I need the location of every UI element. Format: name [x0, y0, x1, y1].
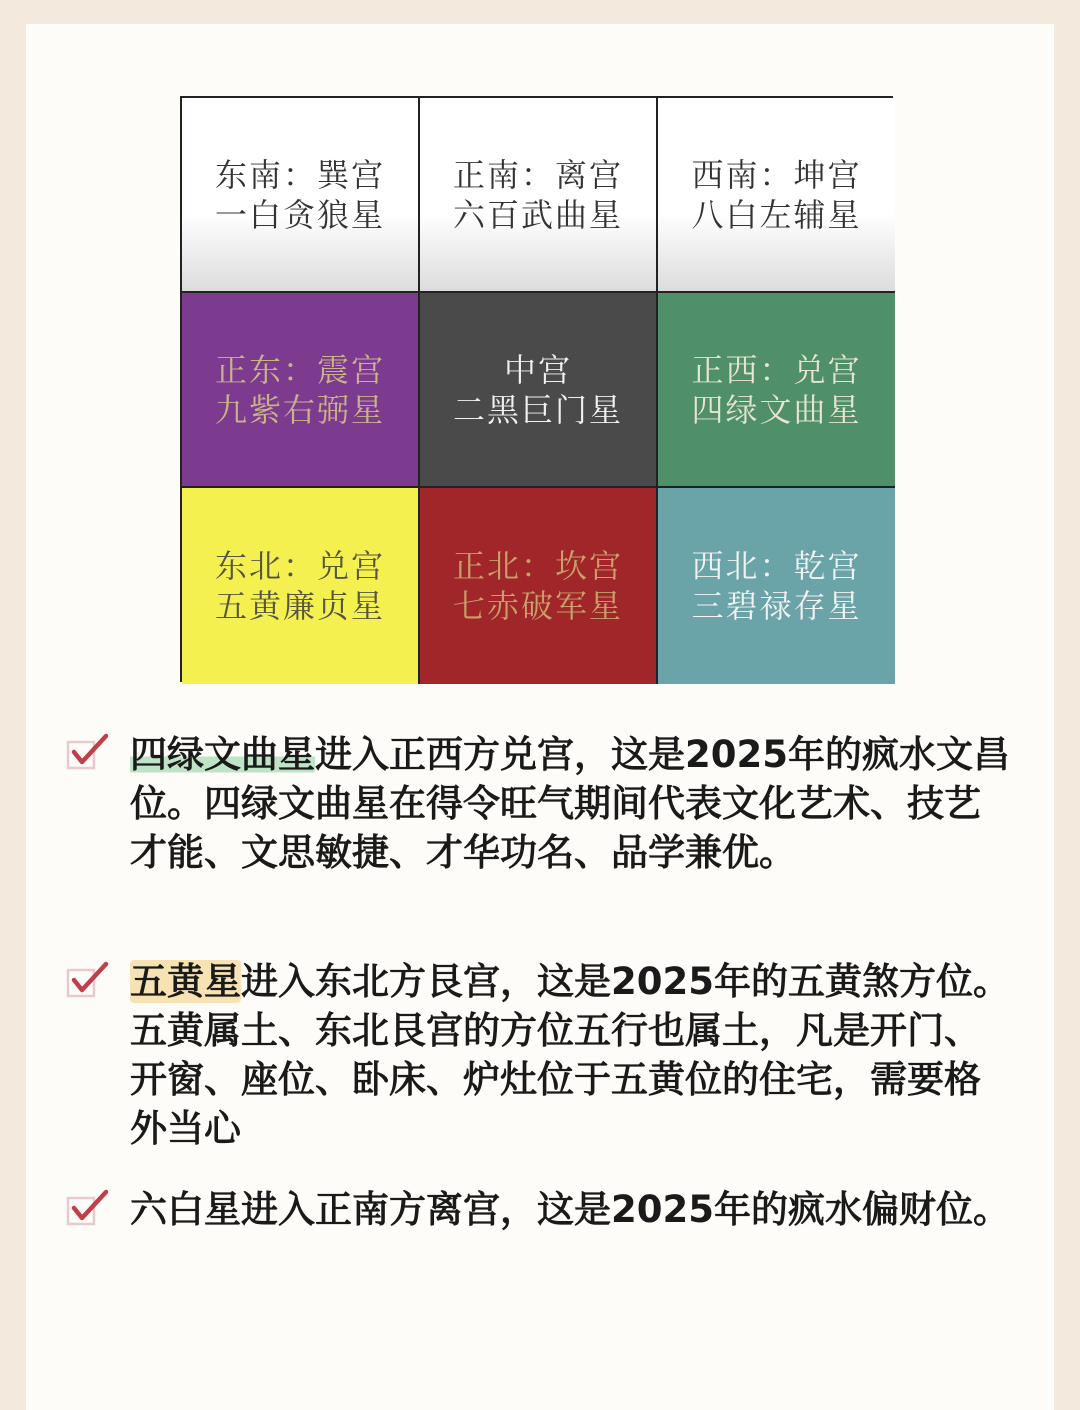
- list-item: [130, 957, 1010, 1153]
- highlight-term: 五黄星: [130, 960, 241, 1003]
- check-icon: [66, 732, 110, 772]
- cell-star: 四绿文曲星: [691, 390, 862, 429]
- grid-cell-south: [420, 98, 658, 293]
- grid-cell-center: [420, 293, 658, 488]
- check-icon: [66, 960, 110, 1000]
- check-icon: [66, 1188, 110, 1228]
- cell-star: 九紫右弼星: [214, 390, 385, 429]
- list-item: [130, 730, 1010, 877]
- cell-star: 七赤破军星: [452, 587, 623, 625]
- cell-star: 二黑巨门星: [452, 390, 623, 429]
- cell-star: 五黄廉贞星: [214, 587, 385, 625]
- list-item: [130, 1185, 1010, 1234]
- grid-cell-southwest: [658, 98, 895, 293]
- cell-title: 中宫: [503, 350, 572, 389]
- cell-star: 六百武曲星: [452, 195, 623, 234]
- grid-cell-east: [182, 293, 420, 488]
- grid-cell-north: [420, 488, 658, 684]
- grid-cell-southeast: [182, 98, 420, 293]
- cell-title: 正东：震宫: [214, 350, 385, 389]
- item-text: 六白星进入正南方离宫，这是2025年的疯水偏财位。: [130, 1188, 1010, 1231]
- cell-title: 西北：乾宫: [691, 547, 862, 585]
- grid-cell-northwest: [658, 488, 895, 684]
- cell-title: 正南：离宫: [452, 155, 623, 194]
- cell-title: 西南：坤宫: [691, 155, 862, 194]
- grid-cell-west: [658, 293, 895, 488]
- cell-star: 一白贪狼星: [214, 195, 385, 234]
- highlight-term: 四绿文曲星: [130, 733, 315, 776]
- cell-title: 东南：巽宫: [214, 155, 385, 194]
- nine-palace-grid: [180, 96, 893, 682]
- cell-title: 正西：兑宫: [691, 350, 862, 389]
- cell-title: 正北：坎宫: [452, 547, 623, 585]
- item-text: 进入东北方艮宫，这是2025年的五黄煞方位。五黄属土、东北艮宫的方位五行也属土，凡是开门、开窗、座位、卧床、炉灶位于五黄位的住宅，需要格外当心: [130, 960, 1010, 1150]
- grid-cell-northeast: [182, 488, 420, 684]
- cell-title: 东北：兑宫: [214, 547, 385, 585]
- cell-star: 八白左辅星: [691, 195, 862, 234]
- item-text: 进入正西方兑宫，这是2025年的疯水文昌位。四绿文曲星在得令旺气期间代表文化艺术、技艺才能、文思敏捷、才华功名、品学兼优。: [130, 733, 1010, 874]
- cell-star: 三碧禄存星: [691, 587, 862, 625]
